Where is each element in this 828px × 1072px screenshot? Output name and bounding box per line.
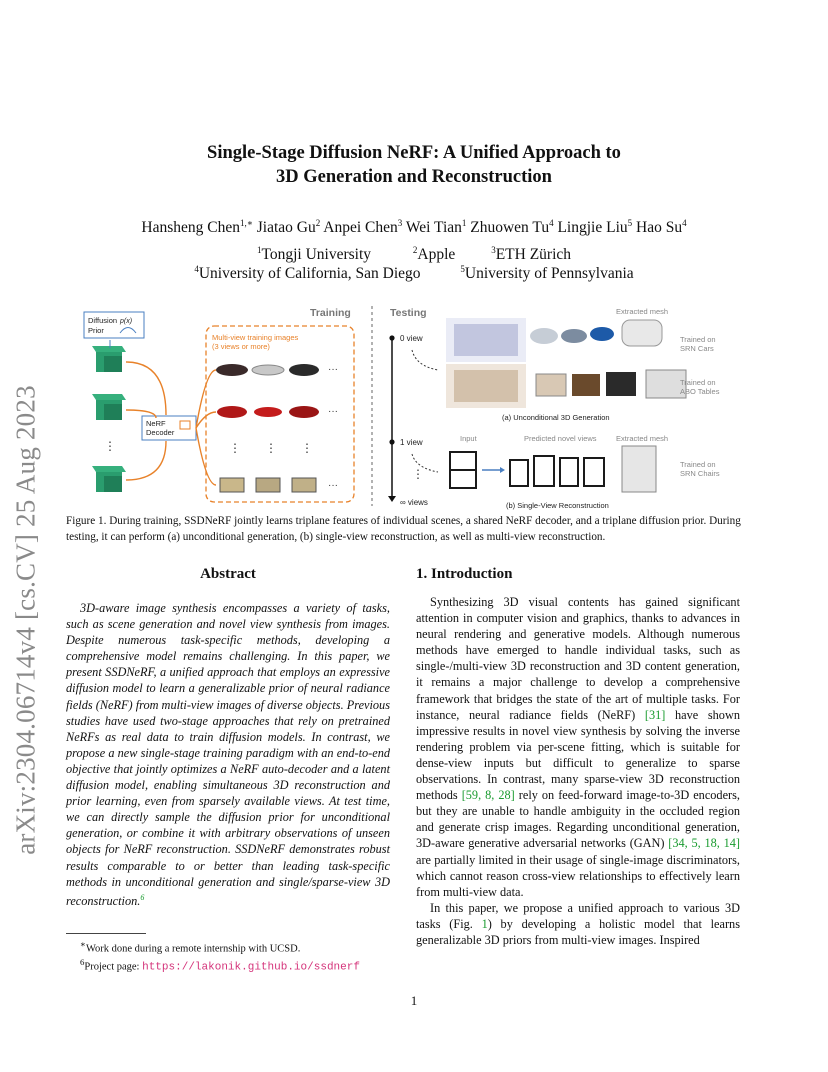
trained-abo-1: Trained on bbox=[680, 378, 716, 387]
svr-caption: (b) Single-View Reconstruction bbox=[506, 501, 609, 510]
car-row bbox=[216, 364, 338, 376]
author: Jiatao Gu bbox=[256, 219, 316, 237]
affiliations-line1: $^1$Tongji University $^2$Apple $^3$ETH Zürich bbox=[256, 245, 572, 264]
car-row bbox=[217, 406, 338, 418]
multiview-label-2: (3 views or more) bbox=[212, 342, 270, 351]
affiliation: University of Pennsylvania bbox=[464, 265, 634, 283]
triplane bbox=[92, 394, 126, 420]
project-page-link[interactable]: https://lakonik.github.io/ssdnerf bbox=[142, 961, 360, 974]
affiliation: University of California, San Diego bbox=[198, 265, 421, 283]
author: Zhuowen Tu bbox=[470, 219, 550, 237]
vertical-ellipsis: ⋮ bbox=[104, 439, 116, 453]
author: Hao Su bbox=[636, 219, 683, 237]
uncond-caption: (a) Unconditional 3D Generation bbox=[502, 413, 610, 422]
chair-mesh bbox=[622, 446, 656, 492]
prior-label: Prior bbox=[88, 326, 104, 335]
predicted-views-label: Predicted novel views bbox=[524, 434, 597, 443]
trained-cars-2: SRN Cars bbox=[680, 344, 714, 353]
abstract-body: 3D-aware image synthesis encompasses a variety of tasks, such as scene generation and novel view synthesis from images. Despite numerous task-specific methods, developing a comprehensive model remains challenging. In this paper, we present SSDNeRF, a unified approach that employs an expressive diffusion model to learn a generalizable prior of neural radiance fields (NeRF) from multi-view images of diverse objects. Previous studies have used two-stage approaches that rely on pretrained NeRFs as real data to train diffusion models. In contrast, we propose a new single-stage training paradigm with an end-to-end objective that jointly optimizes a NeRF auto-decoder and a latent diffusion model, enabling simultaneous 3D reconstruction and prior learning, even from sparsely available views. At test time, we can directly sample the diffusion prior for unconditional generation, or combine it with arbitrary observations of unseen objects for NeRF reconstruction. SSDNeRF demonstrates robust results comparable to or better than leading task-specific methods in unconditional generation and single/sparse-view 3D reconstruction.$^6$ bbox=[66, 601, 390, 908]
figure-1 bbox=[66, 300, 766, 512]
trained-cars-1: Trained on bbox=[680, 335, 716, 344]
figure-ref[interactable]: 1 bbox=[481, 916, 488, 931]
testing-label: Testing bbox=[390, 307, 427, 319]
trained-chairs-2: SRN Chairs bbox=[680, 469, 720, 478]
paper-title-line2: 3D Generation and Reconstruction bbox=[276, 167, 552, 187]
nerf-label: NeRF bbox=[146, 419, 166, 428]
triplane bbox=[92, 346, 126, 372]
svg-text:···: ··· bbox=[328, 480, 338, 491]
abstract-heading: Abstract bbox=[200, 566, 256, 582]
noise-cloud-tables bbox=[446, 364, 526, 408]
author-list: Hansheng Chen$^{1,∗}$ Jiatao Gu$^2$ Anpei Chen$^3$ Wei Tian$^1$ Zhuowen Tu$^4$ Lingjie Liu$^5$ Hao Su$^4$ bbox=[141, 218, 687, 237]
decoder-label: Decoder bbox=[146, 428, 175, 437]
intro-body: Synthesizing 3D visual contents has gained significant attention in computer vision and graphics, thanks to advances in neural rendering and generative models. Although numerous methods have emerged to handle individual tasks, such as single-/multi-view 3D reconstruction and 3D content generation, it remains a major challenge to develop a comprehensive framework that bridges the state of the art of multiple tasks. For instance, neural radiance fields (NeRF) [31] have shown impressive results in novel view synthesis by solving the inverse rendering problem via per-scene fitting, which is suitable for dense-view inputs but difficult to generalize to sparse observations. In contrast, many sparse-view 3D reconstruction methods [59, 8, 28] rely on feed-forward image-to-3D encoders, but they are unable to handle ambiguity in the occluded region and generate crisp images. Regarding unconditional generation, 3D-aware generative adversarial networks (GAN) [34, 5, 18, 14] are partially limited in their usage of single-image discriminators, which cannot reason cross-view relationships to effectively learn from multi-view data. In this paper, we propose a unified approach to various 3D tasks (Fig. 1) by developing a holistic model that learns generalizable 3D priors from multi-view images. Inspired bbox=[416, 595, 740, 947]
px-label: p(x) bbox=[120, 318, 133, 325]
footnote-rule bbox=[66, 933, 146, 934]
trained-abo-2: ABO Tables bbox=[680, 387, 720, 396]
footnote-1: Work done during a remote internship with UCSD. bbox=[85, 943, 301, 955]
car-mesh bbox=[622, 320, 662, 346]
citation[interactable]: [31] bbox=[644, 707, 666, 722]
trained-chairs-1: Trained on bbox=[680, 460, 716, 469]
arxiv-side-label: arXiv:2304.06714v4 [cs.CV] 25 Aug 2023 bbox=[10, 385, 41, 855]
paper-title-line1: Single-Stage Diffusion NeRF: A Unified Approach to bbox=[207, 143, 621, 163]
intro-heading: 1. Introduction bbox=[416, 566, 513, 582]
extracted-mesh-label-top: Extracted mesh bbox=[616, 307, 669, 316]
zero-view-label: 0 view bbox=[400, 334, 423, 343]
chairs bbox=[450, 452, 604, 488]
author: Anpei Chen bbox=[323, 219, 398, 237]
svg-text:⋮: ⋮ bbox=[412, 467, 424, 481]
author: Hansheng Chen bbox=[141, 219, 240, 237]
car-row bbox=[220, 478, 338, 492]
input-label: Input bbox=[460, 434, 477, 443]
svg-text:⋮: ⋮ bbox=[229, 441, 241, 455]
citation[interactable]: [34, 5, 18, 14] bbox=[668, 836, 740, 851]
svg-text:···: ··· bbox=[328, 406, 338, 417]
citation[interactable]: [59, 8, 28] bbox=[461, 788, 515, 803]
footnote-2: Project page: bbox=[84, 961, 143, 973]
author: Lingjie Liu bbox=[557, 219, 628, 237]
noise-cloud-cars bbox=[446, 318, 526, 362]
diffusion-label: Diffusion bbox=[88, 316, 118, 325]
author: Wei Tian bbox=[405, 219, 462, 237]
svg-text:⋮: ⋮ bbox=[301, 441, 313, 455]
affiliation: ETH Zürich bbox=[495, 246, 572, 264]
footnotes: ∗Work done during a remote internship with UCSD. $^6$Project page: https://lakonik.github.io/ssdnerf bbox=[80, 939, 360, 974]
affiliation: Tongji University bbox=[261, 246, 372, 264]
affiliations-line2: $^4$University of California, San Diego $^5$University of Pennsylvania bbox=[194, 264, 634, 283]
figure-caption: Figure 1. During training, SSDNeRF jointly learns triplane features of individual scenes, a shared NeRF decoder, and a triplane diffusion prior. During testing, it can perform (a) unconditional generation, (b) single-view reconstruction, as well as multi-view reconstruction. bbox=[66, 515, 741, 543]
page-number: 1 bbox=[410, 993, 418, 1008]
inf-views-label: ∞ views bbox=[400, 498, 428, 507]
svg-text:···: ··· bbox=[328, 364, 338, 375]
svg-text:⋮: ⋮ bbox=[265, 441, 277, 455]
one-view-label: 1 view bbox=[400, 438, 423, 447]
triplane bbox=[92, 466, 126, 492]
multiview-label-1: Multi-view training images bbox=[212, 333, 299, 342]
training-label: Training bbox=[310, 307, 351, 319]
extracted-mesh-label-bottom: Extracted mesh bbox=[616, 434, 669, 443]
triplane-stack bbox=[92, 346, 126, 492]
affiliation: Apple bbox=[417, 246, 456, 264]
